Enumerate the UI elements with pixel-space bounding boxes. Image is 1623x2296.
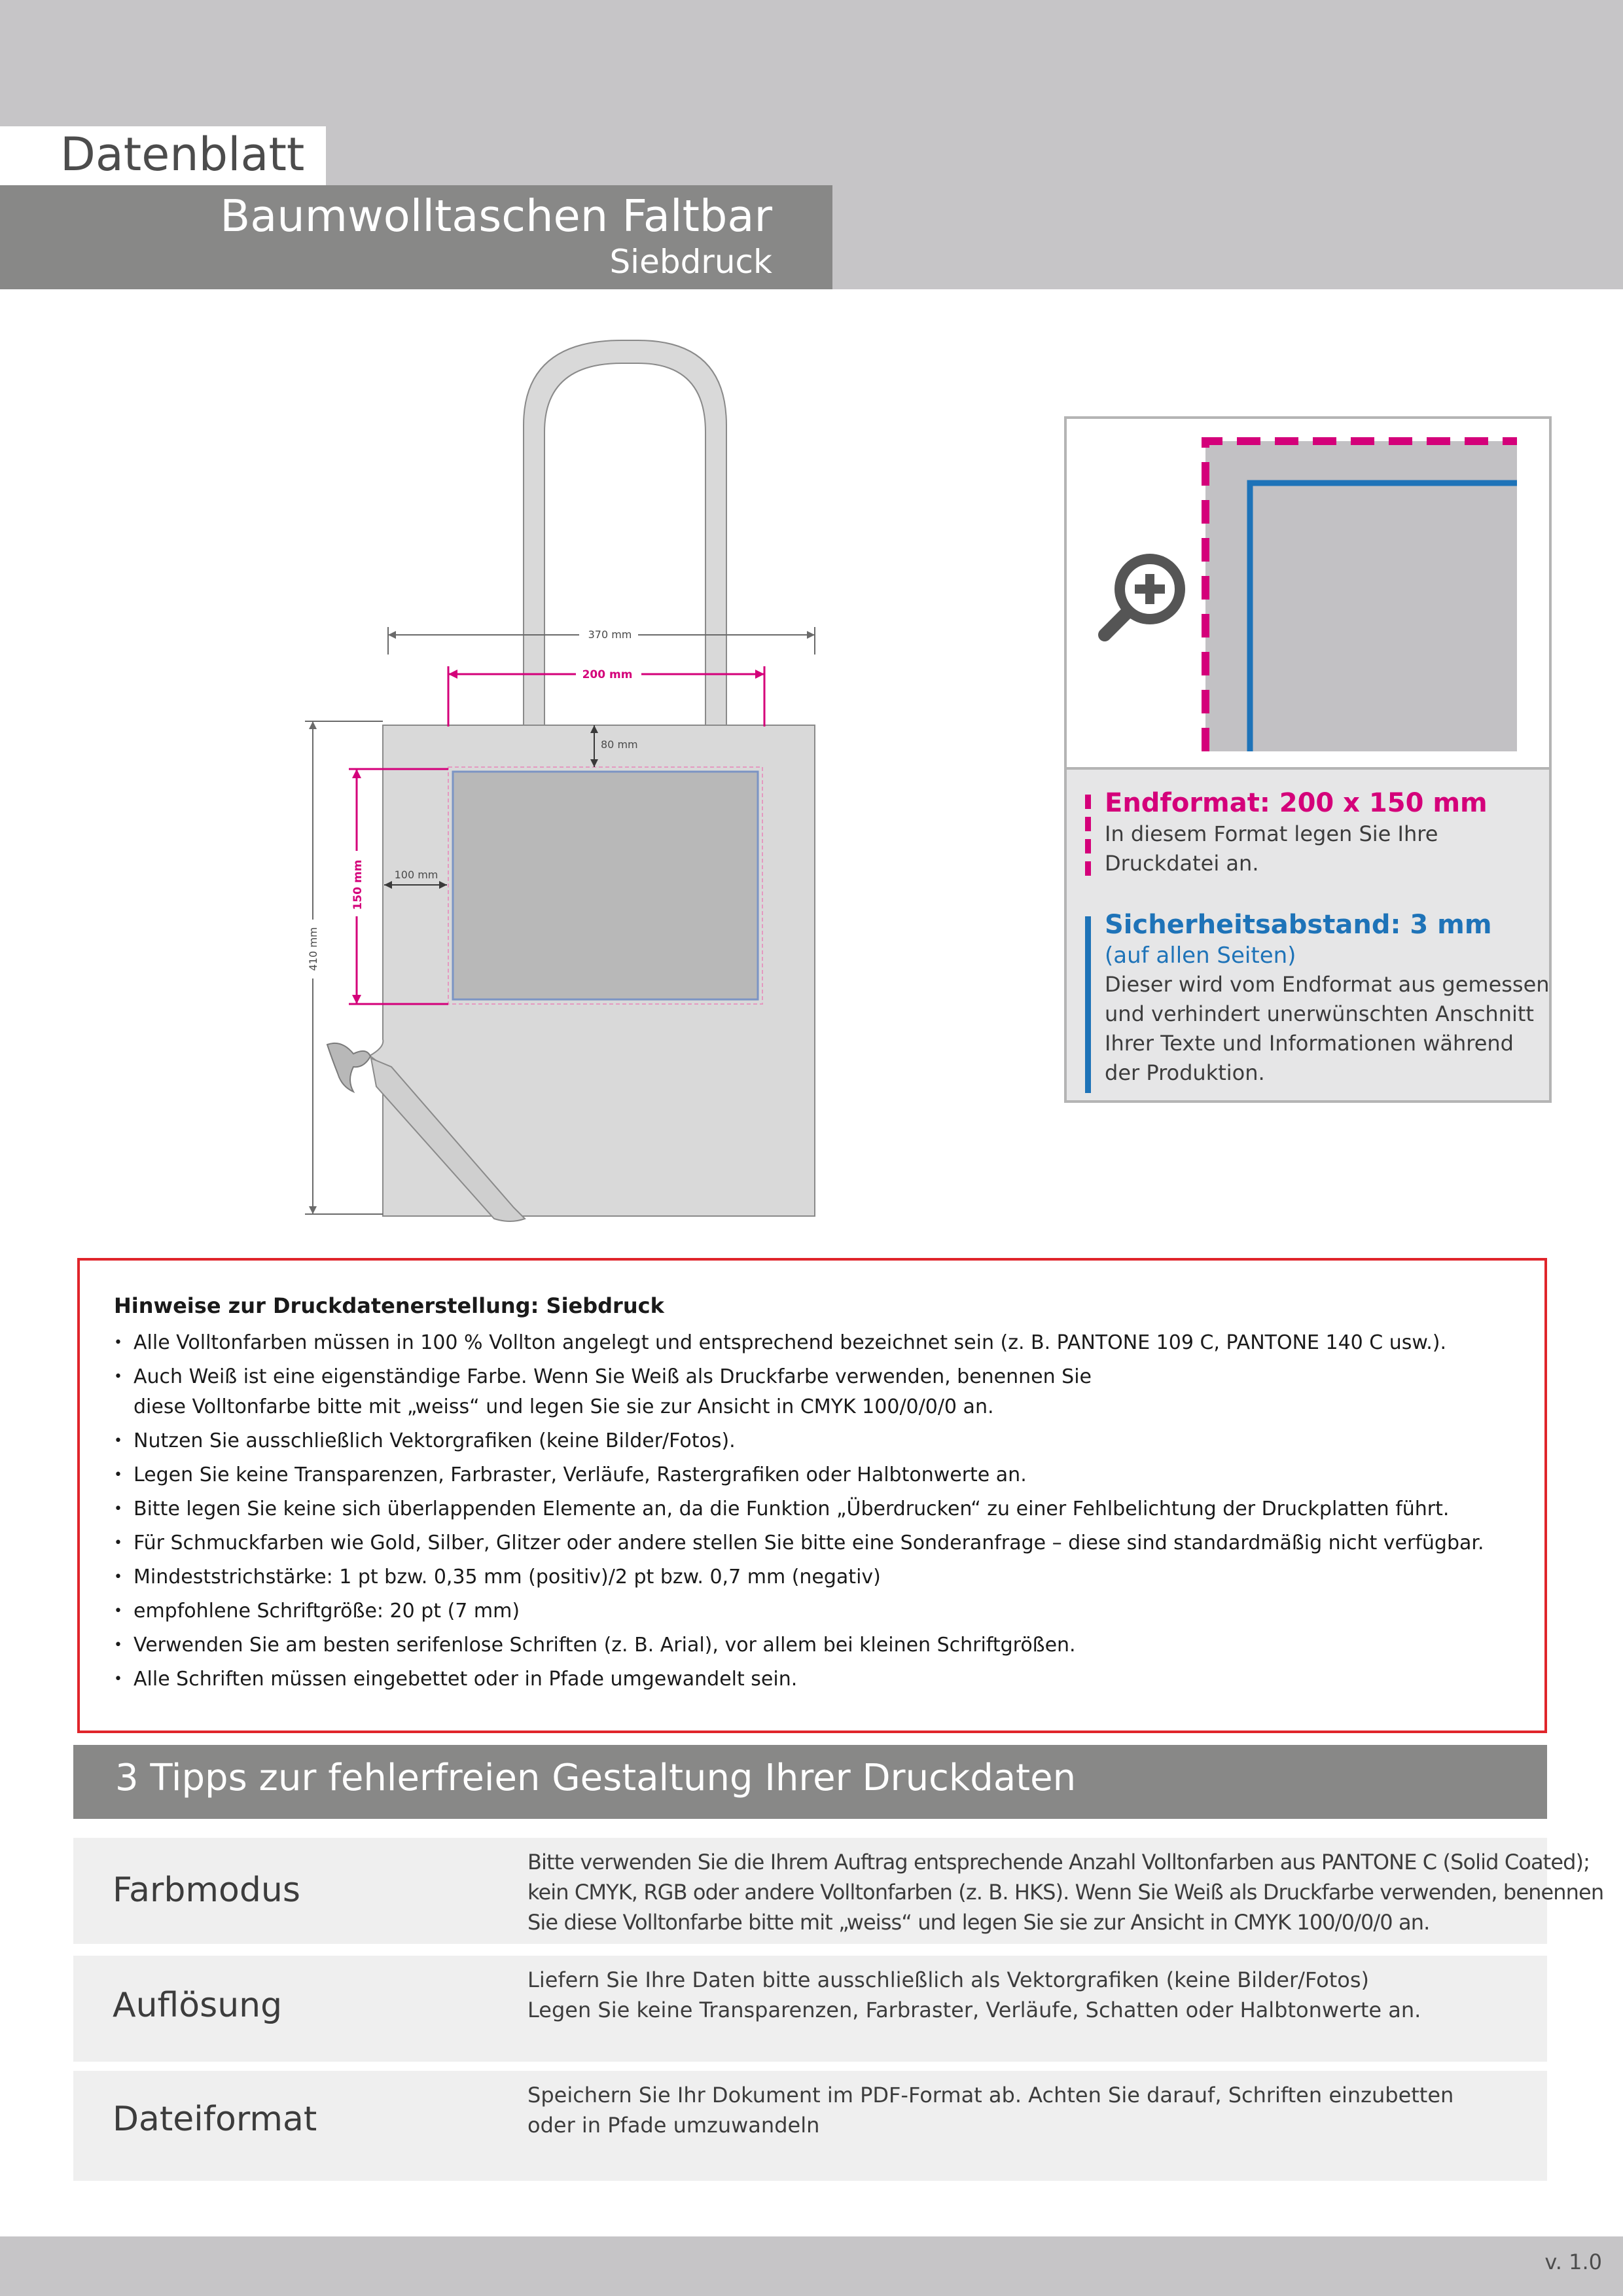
tip-row-dateiformat (73, 2071, 1547, 2181)
version-label: v. 1.0 (1544, 2250, 1602, 2274)
list-item: • Alle Schriften müssen eingebettet oder in Pfade umgewandelt sein. (114, 1662, 1521, 1696)
notes-title: Hinweise zur Druckdatenerstellung: Siebdruck (114, 1293, 664, 1318)
list-item: • Nutzen Sie ausschließlich Vektorgrafiken (keine Bilder/Fotos). (114, 1424, 1521, 1458)
dim-top-offset-label: 80 mm (601, 738, 638, 751)
tip-label: Dateiformat (113, 2100, 317, 2139)
bag-drawing (275, 327, 864, 1230)
safety-marker (1085, 916, 1091, 1093)
tip-label: Farbmodus (113, 1871, 300, 1910)
legend-area (1067, 767, 1549, 1100)
notes-list (114, 1326, 1521, 1696)
print-notes-box (77, 1258, 1547, 1733)
tips-title: 3 Tipps zur fehlerfreien Gestaltung Ihrer Druckdaten (115, 1757, 1077, 1799)
dim-height-label: 410 mm (307, 927, 319, 971)
dim-side-offset-label: 100 mm (394, 869, 438, 881)
tips-header (73, 1745, 1547, 1819)
tip-text: Liefern Sie Ihre Daten bitte ausschließlich als Vektorgrafiken (keine Bilder/Fotos) Legen Sie keine Transparenzen, Farbraster, Verläufe, Schatten oder Halbtonwerte an. (527, 1967, 1421, 2022)
list-item: • Für Schmuckfarben wie Gold, Silber, Glitzer oder andere stellen Sie bitte eine Sonderanfrage – diese sind standardmäßig nicht verfügbar. (114, 1526, 1521, 1560)
doc-type-label: Datenblatt (60, 128, 305, 181)
footer-band (0, 2236, 1623, 2296)
endformat-title: Endformat: 200 x 150 mm (1105, 788, 1488, 818)
tip-label: Auflösung (113, 1986, 283, 2025)
safety-subtitle: (auf allen Seiten) (1105, 942, 1296, 969)
format-zoom-detail (1067, 419, 1549, 767)
product-title: Baumwolltaschen Faltbar (220, 190, 772, 242)
bag-toggle (327, 1043, 370, 1092)
list-item: • Verwenden Sie am besten serifenlose Schriften (z. B. Arial), vor allem bei kleinen Schriftgrößen. (114, 1628, 1521, 1662)
tip-text: Speichern Sie Ihr Dokument im PDF-Format ab. Achten Sie darauf, Schriften einzubetten oder in Pfade umzuwandeln (527, 2083, 1454, 2138)
tip-row-aufloesung (73, 1956, 1547, 2062)
product-bar (0, 185, 832, 289)
tip-row-farbmodus (73, 1838, 1604, 1944)
print-method: Siebdruck (609, 243, 772, 281)
safety-title: Sicherheitsabstand: 3 mm (1105, 910, 1492, 940)
endformat-marker (1085, 795, 1091, 880)
dim-print-height-label: 150 mm (351, 859, 365, 910)
list-item: • Auch Weiß ist eine eigenständige Farbe. Wenn Sie Weiß als Druckfarbe verwenden, benennen Sie diese Volltonfarbe bitte mit „weiss“ und legen Sie sie zur Ansicht in CMYK 100/0/0/0 an. (114, 1360, 1521, 1424)
list-item: • empfohlene Schriftgröße: 20 pt (7 mm) (114, 1594, 1521, 1628)
format-legend-box (1064, 416, 1552, 1103)
list-item: • Alle Volltonfarben müssen in 100 % Vollton angelegt und entsprechend bezeichnet sein (z. B. PANTONE 109 C, PANTONE 140 C usw.). (114, 1326, 1521, 1360)
list-item: • Mindeststrichstärke: 1 pt bzw. 0,35 mm (positiv)/2 pt bzw. 0,7 mm (negativ) (114, 1560, 1521, 1594)
dim-width-label: 370 mm (588, 628, 632, 641)
doc-type-tab (0, 126, 326, 185)
zoom-in-icon (1105, 559, 1180, 635)
print-area-safe (453, 772, 758, 999)
safety-text: Dieser wird vom Endformat aus gemessen und verhindert unerwünschten Anschnitt Ihrer Texte und Informationen während der Produktion. (1105, 972, 1550, 1085)
list-item: • Legen Sie keine Transparenzen, Farbraster, Verläufe, Rastergrafiken oder Halbtonwerte an. (114, 1458, 1521, 1492)
endformat-text: In diesem Format legen Sie Ihre Druckdatei an. (1105, 821, 1438, 876)
list-item: • Bitte legen Sie keine sich überlappenden Elemente an, da die Funktion „Überdrucken“ zu einer Fehlbelichtung der Druckplatten führt. (114, 1492, 1521, 1526)
tip-text: Bitte verwenden Sie die Ihrem Auftrag entsprechende Anzahl Volltonfarben aus PANTONE C (Solid Coated); kein CMYK, RGB oder andere Volltonfarben (z. B. HKS). Wenn Sie Weiß als Druckfarbe verwenden, benennen Sie diese Volltonfarbe bitte mit „weiss“ und legen Sie sie zur Ansicht in CMYK 100/0/0/0 an. (527, 1850, 1604, 1935)
dim-print-width-label: 200 mm (582, 668, 633, 681)
